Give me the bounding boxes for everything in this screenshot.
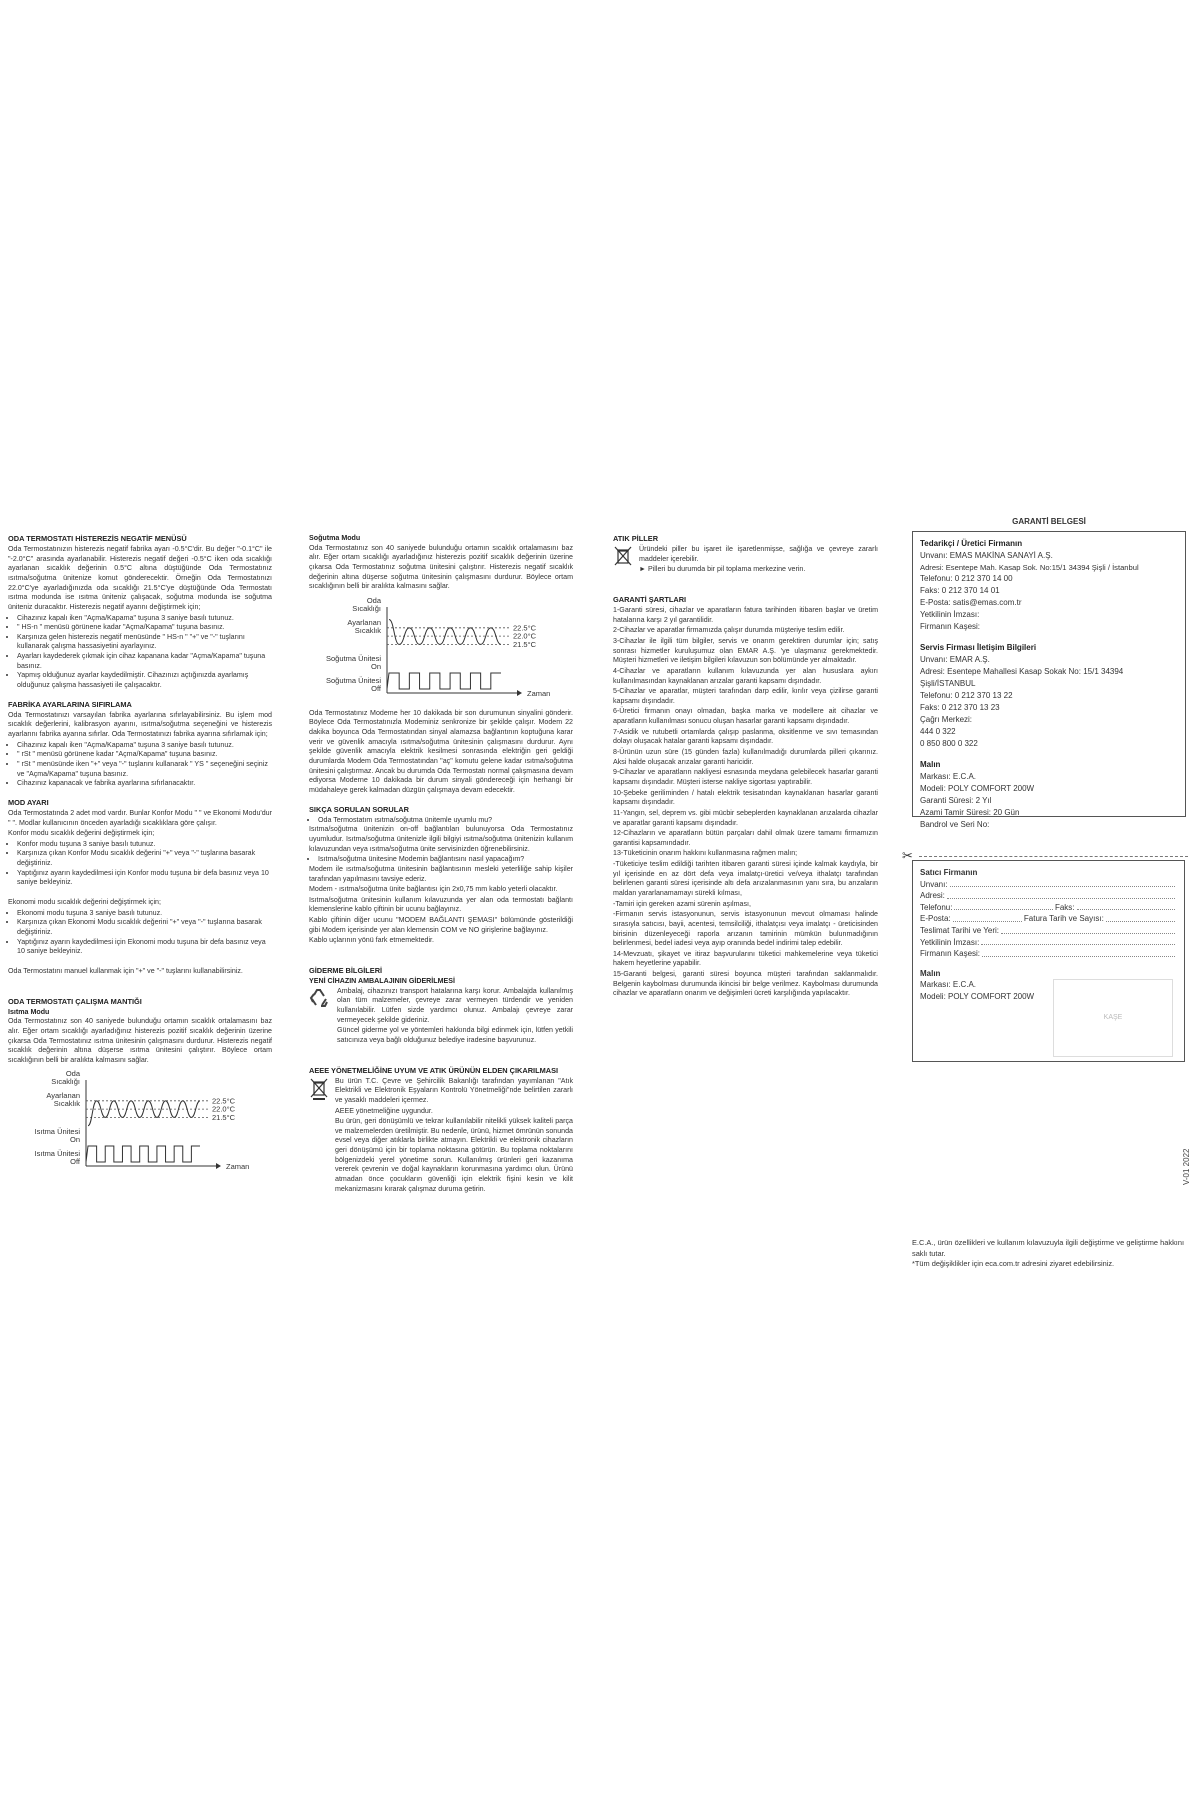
scissors-icon: ✂ (902, 848, 913, 863)
seller-product-brand: Markası: E.C.A. (920, 980, 977, 990)
list-item: • Yapmış olduğunuz ayarlar kaydedilmiştir. Cihazınızı açtığınızda ayarlamış olduğunuz çalışma hassasiyeti ile çalışacaktır. (17, 671, 272, 690)
faq-a3: Modem - ısıtma/soğutma ünite bağlantısı için 2x0,75 mm kablo yeterli olacaktır. (309, 885, 558, 894)
disposal-title: GİDERME BİLGİLERİ (309, 966, 383, 975)
unit-on-label: Isıtma Ünitesi On (34, 1127, 80, 1145)
terms-item: 11-Yangın, sel, deprem vs. gibi mücbir sebeplerden kaynaklanan arızalarda cihazlar ve aparatlar garanti kapsamı dışındadır. (613, 808, 878, 827)
factory-steps (8, 741, 272, 789)
seller-fatura-label: Fatura Tarih ve Sayısı: (1023, 914, 1104, 924)
terms-item: -Firmanın servis istasyonunun, servis istasyonunun mevcut olmaması halinde sırasıyla satıcısı, bayii, acentesi, temsilciliği, ithalatçısı veya imalatçı - üreticisinden birisinin düzenleyeceği raporla arızanın tamirinin mümkün bulunmadığının belirlenmesi, bedel iadesi veya ayıp oranında bedel indirimi talep edebilir. (613, 910, 878, 948)
list-item: • Yaptığınız ayarın kaydedilmesi için Konfor modu tuşuna bir defa basınız veya 10 saniye bekleyiniz. (17, 869, 272, 888)
footer-line-1: E.C.A., ürün özellikleri ve kullanım kılavuzuyla ilgili değiştirme ve geliştirme hakkını saklı tutar. (912, 1238, 1184, 1258)
terms-item: 8-Ürünün uzun süre (15 günden fazla) kullanılmadığı durumlarda pilleri çıkarınız. Aksi halde oluşacak arızalar garanti haricidir. (613, 748, 878, 766)
y-axis-label: Oda Sıcaklığı (352, 595, 381, 613)
stamp-area: KAŞE (1053, 979, 1173, 1057)
comfort-steps (8, 840, 272, 888)
battery-note: ► Pilleri bu durumda bir pil toplama merkezine verin. (639, 565, 806, 574)
y-tick-label: 22.5°C (212, 1096, 236, 1106)
list-item: • Karşınıza çıkan Ekonomi Modu sıcaklık değerini "+" veya "-" tuşlarına basarak değiştiriniz. (17, 918, 272, 937)
terms-item: 4-Cihazlar ve aparatların kullanım kılavuzunda yer alan hususlara aykırı kullanılmasından kaynaklanan arızalar garanti kapsamı dışındadır. (613, 666, 878, 685)
list-item: • Cihazınız kapalı iken "Açma/Kapama" tuşuna 3 saniye basılı tutunuz. (17, 614, 272, 624)
heating-subtitle: Isıtma Modu (8, 1007, 50, 1016)
unit-off-label: Soğutma Ünitesi Off (325, 675, 381, 693)
seller-telefon-field[interactable] (954, 902, 1052, 911)
factory-body: Oda Termostatınızı varsayılan fabrika ayarlarına sıfırlayabilirsiniz. Bu işlem mod sıcaklık değerlerini, kalibrasyon ayarını, ısıtma/soğutma seçeneğini ve histerezis ayarlarını fabrika ayarına sıfırlar. Oda Termostatınızı fabrika ayarına sıfırlamak için; (8, 710, 272, 739)
unit-state-signal (86, 1146, 200, 1162)
column-4 (912, 517, 1186, 830)
seller-teslimat-field[interactable] (1001, 925, 1175, 934)
list-item: • Ayarları kaydederek çıkmak için cihaz kapanana kadar "Açma/Kapama" tuşuna basınız. (17, 652, 272, 671)
faq-a1: Isıtma/soğutma ünitenizin on-off bağlantıları bulunuyorsa Oda Termostatınız uyumludur. Isıtma/soğutma ünitenizle ilgili bilgiyi ısıtma/soğutma ünitenizin kullanım kılavuzundan veya ısıtma/soğutma ünite servisinizden öğrenebilirsiniz. (309, 825, 573, 853)
battery-title: ATIK PİLLER (613, 534, 659, 543)
seller-kase-field[interactable] (982, 948, 1175, 957)
faq-q1 (309, 816, 573, 826)
cooling-body: Oda Termostatınız son 40 saniyede bulunduğu ortamın sıcaklık ortalamasını baz alır. Eğer ortam sıcaklığı ayarladığınız histerezis pozitif sıcaklık değerinin üzerine çıkarsa Oda Termostatınız soğutma ünitesini çalıştırır. Histerezis negatif sıcaklık değerinin altına düşerse soğutma ünitesinin çalışmasını durdurur. Böylece ortam sıcaklığının belli bir aralıkta kalmasını sağlar. (309, 543, 573, 591)
list-item: • Ekonomi modu tuşuna 3 saniye basılı tutunuz. (17, 909, 272, 919)
y-tick-label: 21.5°C (513, 639, 537, 649)
service-line: 444 0 322 (920, 727, 956, 737)
seller-kase-label: Firmanın Kaşesi: (920, 949, 981, 959)
supplier-line: Adresi: Esentepe Mah. Kasap Sok. No:15/1 34394 Şişli / İstanbul (920, 562, 1139, 572)
unit-state-signal (387, 673, 501, 689)
x-axis-arrow (517, 690, 522, 696)
aeee-body-3: Bu ürün, geri dönüşümlü ve tekrar kullanılabilir nitelikli yüksek kaliteli parça ve malzemelerden üretilmiştir. Bu nedenle, ürünü, hizmet ömrünün sonunda evsel veya diğer atıklarla birlikte atmayın. Elektrikli ve elektronik cihazların geri dönüşümü için bir toplama noktasına götürün. Bu toplama noktalarını bölgenizdeki yerel yönetime sorun. Kullanılmış ürünleri geri kazanıma vererek çevrenin ve doğal kaynakların korunmasına yardımcı olun. Ürünü atmadan önce çocukların güvenliği için elektrik fişini kesin ve kilit mekanizmasını kırarak çalışmaz duruma getirin. (335, 1117, 573, 1193)
supplier-title: Tedarikçi / Üretici Firmanın (920, 538, 1023, 548)
disposal-body-2: Güncel giderme yol ve yöntemleri hakkında bilgi edinmek için, lütfen yetkili satıcınıza veya bağlı olduğunuz belediye iradesine başvurunuz. (337, 1026, 573, 1044)
heating-chart (8, 1068, 272, 1180)
eco-steps (8, 909, 272, 957)
aeee-body: Bu ürün T.C. Çevre ve Şehircilik Bakanlığı tarafından yayımlanan "Atık Elektrikli ve Elektronik Eşyaların Kontrolü Yönetmeliği"nde belirtilen zararlı ve yasaklı maddeleri içermez. (335, 1076, 573, 1104)
service-line: Faks: 0 212 370 13 23 (920, 703, 1000, 713)
x-axis-label: Zaman (527, 688, 551, 698)
list-item: • " rSt " menüsünde iken "+" veya "-" tuşlarını kullanarak " YS " seçeneğini seçiniz ve "Açma/Kapama" tuşuna basınız. (17, 760, 272, 779)
unit-on-label: Soğutma Ünitesi On (325, 653, 381, 671)
warranty-box (912, 531, 1186, 830)
product-line: Modeli: POLY COMFORT 200W (920, 784, 1035, 794)
list-item: • Konfor modu tuşuna 3 saniye basılı tutunuz. (17, 840, 272, 850)
product-title: Malın (920, 760, 941, 770)
warranty-title: GARANTİ BELGESİ (1012, 517, 1086, 526)
service-title: Servis Firması İletişim Bilgileri (920, 643, 1037, 653)
seller-product-model: Modeli: POLY COMFORT 200W (920, 991, 1035, 1001)
seller-eposta-label: E-Posta: (920, 914, 951, 924)
product-line: Bandrol ve Seri No: (920, 820, 990, 830)
column-3 (613, 534, 878, 1000)
disposal-subtitle: YENİ CİHAZIN AMBALAJININ GİDERİLMESİ (309, 977, 455, 986)
logic-body: Oda Termostatınız son 40 saniyede bulunduğu ortamın sıcaklık ortalamasını baz alır. Eğer ortam sıcaklığı ayarladığınız histerezis pozitif sıcaklık değerinin üzerine çıkarsa Oda Termostatınız ısıtma ünitesinin çalışmasını durdurur. Histerezis negatif sıcaklık değerinin altına düşerse ısıtma ünitesini çalıştırır. Böylece ortam sıcaklığının belli bir aralıkta kalmasını sağlar. (8, 1017, 272, 1064)
terms-item: 3-Cihazlar ile ilgili tüm bilgiler, servis ve onarım gerektiren durumlar için; satış sonrası hizmetler kuruluşumuz olan EMAR A.Ş. 'ye ulaşmanız gerekmektedir. Müşteri hizmetleri ve iletişim bilgileri kılavuzun son bölümünde yer almaktadır. (613, 636, 878, 665)
manual-note: Oda Termostatını manuel kullanmak için "+" ve "-" tuşlarını kullanabilirsiniz. (8, 966, 243, 975)
cooling-title: Soğutma Modu (309, 534, 361, 542)
logic-title: ODA TERMOSTATI ÇALIŞMA MANTIĞI (8, 996, 142, 1006)
service-line: Şişli/İSTANBUL (920, 679, 976, 689)
seller-unvan-field[interactable] (950, 879, 1175, 888)
list-item: • Cihazınız kapalı iken "Açma/Kapama" tuşuna 3 saniye basılı tutunuz. (17, 741, 272, 751)
terms-item: 9-Cihazlar ve aparatların nakliyesi esnasında meydana gelebilecek hasarlar garanti kapsamı dışındadır. Müşteri isterse nakliye sigortası yaptırabilir. (613, 768, 878, 786)
y-tick-label: 22.5°C (513, 623, 537, 633)
seller-fatura-field[interactable] (1106, 913, 1175, 922)
terms-item: 15-Garanti belgesi, garanti süresi boyunca müşteri tarafından saklanmalıdır. Belgenin kaybolması durumunda ikincisi bir belge verilmez. Kaybolması durumunda cihazlar ve aparatların onarım ve değişimleri ücreti karşılığında yapılacaktır. (613, 970, 878, 998)
seller-product-title: Malın (920, 968, 941, 978)
eco-intro: Ekonomi modu sıcaklık değerini değiştirmek için; (8, 898, 161, 907)
terms-item: 14-Mevzuatı, şikayet ve itiraz başvurularını tüketici mahkemelerine veya tüketici hakem heyetlerine yapabilir. (613, 949, 878, 968)
service-line: Telefonu: 0 212 370 13 22 (920, 691, 1013, 701)
list-item: • Oda Termostatım ısıtma/soğutma ünitemle uyumlu mu? (318, 816, 573, 826)
product-line: Azami Tamir Süresi: 20 Gün (920, 808, 1020, 818)
service-line: Adresi: Esentepe Mahallesi Kasap Sokak No: 15/1 34394 (920, 667, 1124, 677)
terms-item: 7-Asidik ve rutubetli ortamlarda çalışıp paslanma, oksitlenme ve sıvı temasından dolayı oluşacak hatalar garanti kapsamı dışındadır. (613, 727, 878, 746)
hysteresis-body: Oda Termostatınızın histerezis negatif fabrika ayarı -0.5°C'dir. Bu değer "-0.1°C" ile "-2.0°C" arasında ayarlanabilir. Histerezis negatif değeri -0.5°C iken oda sıcaklığı ayarlanan sıcaklık değerinin 0.5°C altına düştüğünde Oda Termostatınız ısıtma/soğutma ünitenize komut gönderecektir. Örneğin Oda Termostatınızı 22.0°C'ye ayarladığınızda oda sıcaklığı 21.5°C'ye düştüğünde Oda Termostatı ısıtma modunda ise ısıtma üniteniz çalışacak, soğutma modunda ise soğutma üniteniz duracaktır. Histerezis negatif ayarını değiştirmek için; (8, 545, 272, 611)
y-axis-label: Oda Sıcaklığı (51, 1069, 80, 1087)
supplier-line: Faks: 0 212 370 14 01 (920, 586, 1000, 596)
hysteresis-title: ODA TERMOSTATI HİSTEREZİS NEGATİF MENÜSÜ (8, 534, 187, 543)
supplier-line: Telefonu: 0 212 370 14 00 (920, 574, 1013, 584)
seller-faks-label: Faks: (1054, 902, 1075, 912)
service-line: Unvanı: EMAR A.Ş. (920, 655, 990, 665)
aeee-title: AEEE YÖNETMELİĞİNE UYUM VE ATIK ÜRÜNÜN ELDEN ÇIKARILMASI (309, 1065, 559, 1075)
terms-title: GARANTİ ŞARTLARI (613, 594, 687, 604)
recycle-icon (309, 987, 331, 1009)
x-axis-arrow (216, 1163, 221, 1169)
modem-body: Oda Termostatınız Modeme her 10 dakikada bir son durumunun sinyalini gönderir. Böylece Oda Termostatınızla Modeminiz senkronize bir şekilde çalışır. Modem 22 dakika boyunca Oda Termostatından sinyal alamazsa bağlantının koptuğuna karar verir ve güvenlik amacıyla ısıtma/soğutma ünitesinin çalışmasını durdurur. Aynı şekilde güvenlik amacıyla elektrik kesilmesi sonrasında elektriğin geri geldiği durumlarda Modem Oda Termostatından "aç" komutu gelene kadar ısıtma/soğutma ünitesini çalıştırmaz. Ancak bu durumda Oda Termostatı normal çalışmasına devam ediyorsa Moderne 10 dakikada bir durum sinyali göndereceği için herhangi bir müdahaleye gerek kalmadan düzgün çalışmaya devam edecektir. (309, 708, 573, 794)
faq-a4: Isıtma/soğutma ünitesinin kullanım kılavuzunda yer alan oda termostatı bağlantı klemenslerine kablo çiftinin bir ucunu bağlayınız. (309, 895, 573, 914)
supplier-line: Unvanı: EMAS MAKİNA SANAYİ A.Ş. (920, 550, 1053, 560)
temperature-curve (88, 1101, 200, 1126)
product-line: Garanti Süresi: 2 Yıl (920, 796, 992, 806)
battery-note-text: Pilleri bu durumda bir pil toplama merkezine verin. (648, 565, 806, 574)
seller-title: Satıcı Firmanın (920, 868, 978, 877)
y-tick-label: 22.0°C (513, 631, 537, 641)
service-line: Çağrı Merkezi: (920, 715, 973, 725)
y-tick-label: 22.0°C (212, 1105, 236, 1115)
unit-off-label: Isıtma Ünitesi Off (34, 1149, 80, 1167)
set-temperature-label: Ayarlanan Sıcaklık (46, 1091, 80, 1109)
seller-teslimat-label: Teslimat Tarihi ve Yeri: (920, 925, 999, 935)
terms-item: 13-Tüketicinin onarım hakkını kullanmasına rağmen malın; (613, 849, 798, 858)
faq-title: SIKÇA SORULAN SORULAR (309, 804, 409, 814)
mode-title: MOD AYARI (8, 797, 49, 807)
faq-q2 (309, 855, 573, 865)
terms-item: 1-Garanti süresi, cihazlar ve aparatların fatura tarihinden itibaren başlar ve üretim hatalarına karşı 2 yıl garantilidir. (613, 606, 878, 624)
battery-body: Üründeki piller bu işaret ile işaretlenmişse, sağlığa ve çevreye zararlı maddeler içerebilir. (639, 545, 878, 563)
y-tick-label: 21.5°C (212, 1113, 236, 1123)
aeee-body-2: AEEE yönetmeliğine uygundur. (335, 1106, 433, 1115)
list-item: • Yaptığınız ayarın kaydedilmesi için Ekonomi modu tuşuna bir defa basınız veya 10 saniye bekleyiniz. (17, 938, 272, 957)
terms-item: 10-Şebeke geriliminden / hatalı elektrik tesisatından kaynaklanan hasarlar garanti kapsamı dışındadır. (613, 788, 878, 807)
crossed-bin-icon (613, 545, 633, 569)
terms-item: 12-Cihazların ve aparatların bütün parçaları dahil olmak üzere tamamı firmamızın garantisi kapsamındadır. (613, 829, 878, 847)
list-item: • Karşınıza gelen histerezis negatif menüsünde " HS-n " "+" ve "-" tuşlarını kullanarak çalışma hassasiyetini ayarlayınız. (17, 633, 272, 652)
seller-imza-field[interactable] (981, 937, 1175, 946)
seller-telefon-label: Telefonu: (920, 902, 953, 912)
seller-unvan-label: Unvanı: (920, 879, 948, 889)
terms-item: -Tüketiciye teslim edildiği tarihten itibaren garanti süresi içinde kalmak kaydıyla, bir yıl içerisinde en az dört defa veya imalatçı-üretici ve/veya ithalatçı tarafından belirlenen garanti süresi içerisinde altı defa arızalanmasının yanı sıra, bu arızaların maldan yararlanamamayı sürekli kılması, (613, 860, 878, 897)
seller-adres-label: Adresi: (920, 891, 945, 901)
terms-item: 6-Üretici firmanın onayı olmadan, başka marka ve modellere ait cihazlar ve aparatların kullanılması sonucu oluşan hasarlar garanti kapsamı dışındadır. (613, 707, 878, 726)
footer-note (912, 1238, 1184, 1270)
column-1 (8, 534, 272, 1182)
comfort-intro: Konfor modu sıcaklık değerini değiştirmek için; (8, 829, 155, 838)
faq-a6: Kablo uçlarının yönü fark etmemektedir. (309, 936, 434, 945)
list-item: • " rSt " menüsü görünene kadar "Açma/Kapama" tuşuna basınız. (17, 750, 272, 760)
list-item: • " HS-n " menüsü görünene kadar "Açma/Kapama" tuşuna basınız. (17, 623, 272, 633)
hysteresis-steps (8, 614, 272, 691)
seller-eposta-field[interactable] (953, 913, 1022, 922)
service-line: 0 850 800 0 322 (920, 739, 978, 749)
faq-a5: Kablo çiftinin diğer ucunu "MODEM BAĞLANTI ŞEMASI" bölümünde gösterildiği gibi Modem içerisinde yer alan klemensin COM ve NO girişlerine bağlayınız. (309, 916, 573, 934)
seller-faks-field[interactable] (1077, 902, 1175, 911)
seller-box (912, 860, 1185, 1062)
list-item: • Karşınıza çıkan Konfor Modu sıcaklık değerini "+" veya "-" tuşlarına basarak değiştiriniz. (17, 849, 272, 868)
seller-imza-label: Yetkilinin İmzası: (920, 937, 980, 947)
supplier-line: Firmanın Kaşesi: (920, 622, 981, 632)
cooling-chart (309, 595, 573, 707)
x-axis-label: Zaman (226, 1162, 250, 1172)
list-item: • Cihazınız kapanacak ve fabrika ayarlarına sıfırlanacaktır. (17, 779, 272, 789)
factory-title: FABRİKA AYARLARINA SIFIRLAMA (8, 699, 132, 709)
supplier-line: E-Posta: satis@emas.com.tr (920, 598, 1022, 608)
disposal-body: Ambalaj, cihazınızı transport hatalarına karşı korur. Ambalajda kullanılmış olan tüm malzemeler, çevreye zarar vermeyen türdendir ve yeniden kullanılabilir. Lütfen sizde yardımcı olunuz. Ambalajı çevreye zarar vermeyecek şekilde gideriniz. (337, 986, 573, 1024)
list-item: • Isıtma/soğutma ünitesine Modemin bağlantısını nasıl yapacağım? (318, 855, 573, 865)
temperature-curve (389, 619, 501, 644)
terms-item: 5-Cihazlar ve aparatlar, müşteri tarafından darp edilir, kırılır veya çizilirse garanti kapsamı dışındadır. (613, 687, 878, 705)
supplier-line: Yetkilinin İmzası: (920, 610, 980, 620)
version-label: V-01 2022 (1182, 1148, 1191, 1185)
column-2 (309, 534, 573, 1195)
product-line: Markası: E.C.A. (920, 772, 977, 782)
terms-item: -Tamiri için gereken azami sürenin aşılması, (613, 899, 751, 908)
terms-item: 2-Cihazlar ve aparatlar firmamızda çalışır durumda müşteriye teslim edilir. (613, 626, 845, 635)
set-temperature-label: Ayarlanan Sıcaklık (347, 617, 381, 635)
faq-a2: Modem ile ısıtma/soğutma ünitesinin bağlantısının mesleki yeterliliğe sahip kişiler tarafından yapılmasını tavsiye ederiz. (309, 864, 573, 883)
seller-adres-field[interactable] (947, 890, 1175, 899)
crossed-bin-icon (309, 1077, 329, 1101)
mode-body: Oda Termostatında 2 adet mod vardır. Bunlar Konfor Modu " " ve Ekonomi Modu'dur " ". Modlar kullanıcının önceden ayarladığı sıcaklıklara göre çalışır. (8, 808, 272, 827)
footer-line-2: *Tüm değişiklikler için eca.com.tr adresini ziyaret edebilirsiniz. (912, 1259, 1115, 1269)
